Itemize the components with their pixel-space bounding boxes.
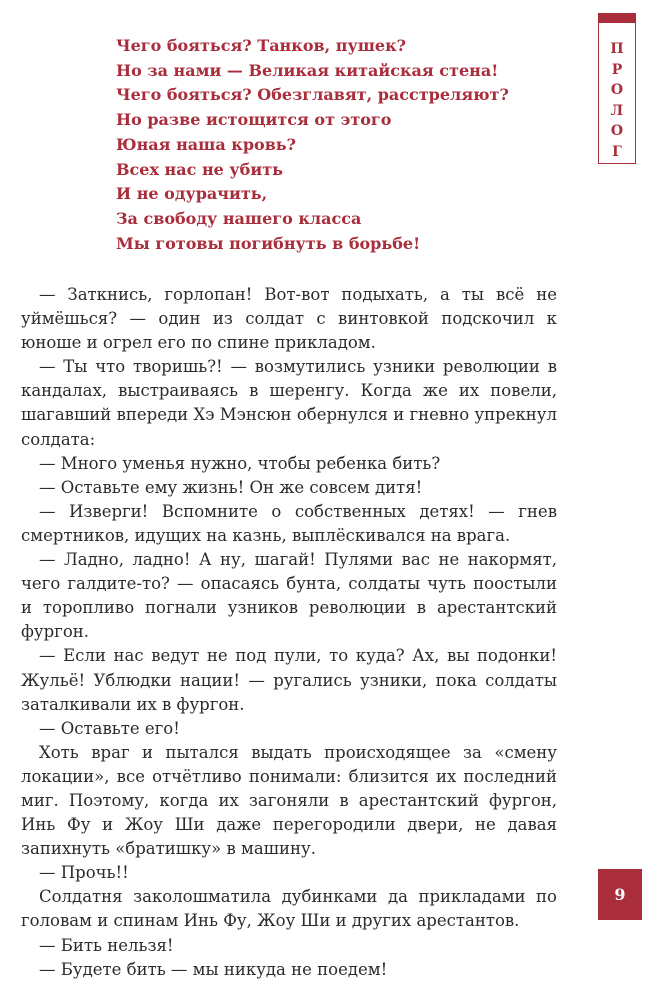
paragraph: — Заткнись, горлопан! Вот-вот подыхать, а ты всё не уймёшься? — один из солдат с винтовкой подскочил к юноше и огрел его по спине прикладом. bbox=[21, 285, 557, 353]
paragraph: — Если нас ведут не под пули, то куда? Ах, вы подонки! Жульё! Ублюдки нации! — ругались узники, пока солдаты заталкивали их в фургон. bbox=[21, 646, 557, 714]
poem-block bbox=[116, 34, 536, 256]
poem-line: За свободу нашего класса bbox=[116, 208, 362, 228]
poem-line: Юная наша кровь? bbox=[116, 134, 297, 154]
paragraph: — Ты что творишь?! — возмутились узники революции в кандалах, выстраиваясь в шеренгу. Когда же их повели, шагавший впереди Хэ Мэнсюн обернулся и гневно упрекнул солдата: bbox=[21, 357, 557, 449]
poem-line: И не одурачить, bbox=[116, 184, 268, 204]
page-number: 9 bbox=[598, 869, 642, 920]
body-text bbox=[21, 283, 557, 982]
poem-line: Всех нас не убить bbox=[116, 159, 283, 179]
poem-line: Но разве истощится от этого bbox=[116, 110, 392, 130]
paragraph: — Ладно, ладно! А ну, шагай! Пулями вас не накормят, чего галдите-то? — опасаясь бунта, солдаты чуть поостыли и торопливо погнали узников революции в арестантский фургон. bbox=[21, 550, 557, 642]
paragraph: Хоть враг и пытался выдать происходящее за «смену локации», все отчётливо понимали: близится их последний миг. Поэтому, когда их загоняли в арестантский фургон, Инь Фу и Жоу Ши даже перегородили двери, не давая запихнуть «братишку» в машину. bbox=[21, 742, 557, 859]
paragraph: — Бить нельзя! bbox=[39, 935, 174, 955]
section-tab-letter: Р bbox=[611, 61, 623, 78]
section-tab-letter: П bbox=[610, 41, 624, 57]
paragraph: — Прочь!! bbox=[39, 863, 129, 883]
poem-line: Чего бояться? Обезглавят, расстреляют? bbox=[116, 85, 509, 105]
section-tab-letter: О bbox=[610, 82, 624, 99]
section-tab-prologue bbox=[598, 13, 636, 164]
section-tab-letter: О bbox=[610, 123, 624, 140]
section-tab-top-bar bbox=[599, 14, 635, 23]
paragraph: — Много уменья нужно, чтобы ребенка бить? bbox=[39, 453, 441, 473]
paragraph: — Будете бить — мы никуда не поедем! bbox=[39, 959, 388, 979]
poem-line: Мы готовы погибнуть в борьбе! bbox=[116, 233, 421, 253]
paragraph: — Изверги! Вспомните о собственных детях! — гнев смертников, идущих на казнь, выплёскивался на врага. bbox=[21, 501, 557, 545]
poem-line: Но за нами — Великая китайская стена! bbox=[116, 60, 499, 80]
section-tab-letter: Г bbox=[612, 143, 622, 160]
paragraph: — Оставьте его! bbox=[39, 718, 180, 738]
paragraph: — Оставьте ему жизнь! Он же совсем дитя! bbox=[39, 477, 423, 497]
section-tab-letter: Л bbox=[610, 102, 624, 119]
section-tab-letters bbox=[599, 39, 635, 163]
poem-line: Чего бояться? Танков, пушек? bbox=[116, 36, 407, 55]
paragraph: Солдатня заколошматила дубинками да прикладами по головам и спинам Инь Фу, Жоу Ши и других арестантов. bbox=[21, 887, 557, 931]
